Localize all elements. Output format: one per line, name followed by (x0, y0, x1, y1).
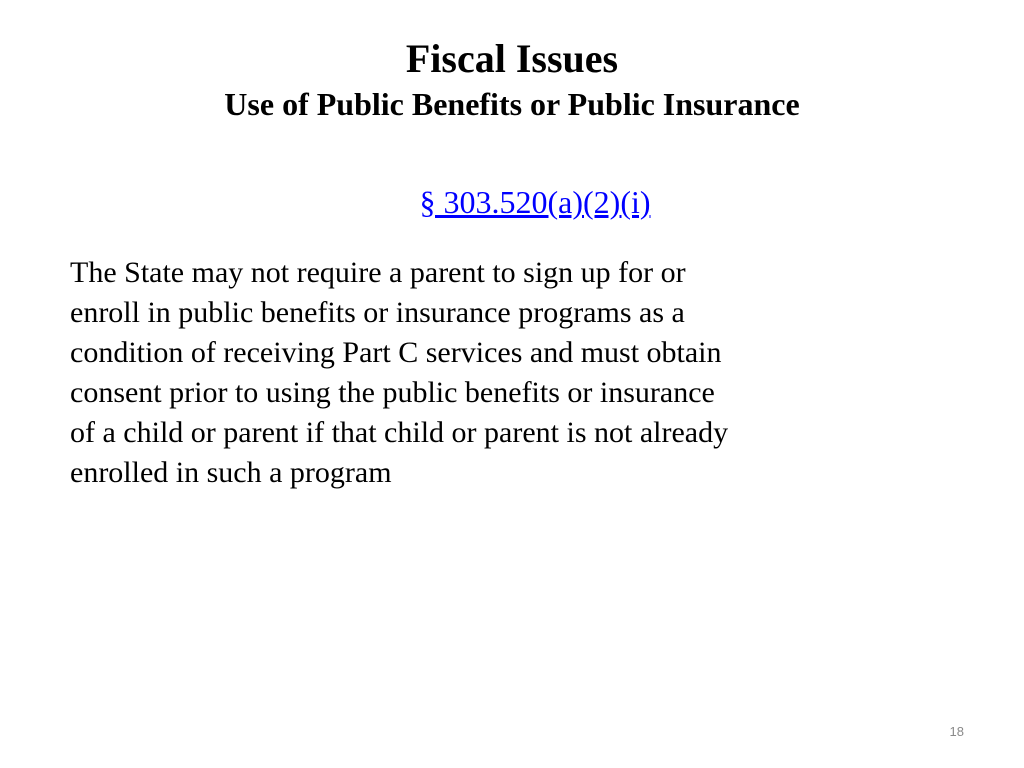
body-line: enrolled in such a program (70, 456, 392, 489)
body-line: of a child or parent if that child or parent is not already (70, 416, 729, 449)
slide-title: Fiscal Issues (405, 36, 619, 81)
page-number: 18 (949, 724, 964, 739)
citation-link[interactable]: § 303.520(a)(2)(i) (419, 184, 651, 220)
slide-subtitle: Use of Public Benefits or Public Insurance (224, 86, 800, 122)
body-line: consent prior to using the public benefits or insurance (70, 376, 715, 409)
body-paragraph (70, 253, 970, 493)
body-line: The State may not require a parent to sign up for or (70, 256, 686, 289)
body-line: condition of receiving Part C services and must obtain (70, 336, 722, 369)
title-block (60, 34, 964, 124)
body-line: enroll in public benefits or insurance programs as a (70, 296, 685, 329)
